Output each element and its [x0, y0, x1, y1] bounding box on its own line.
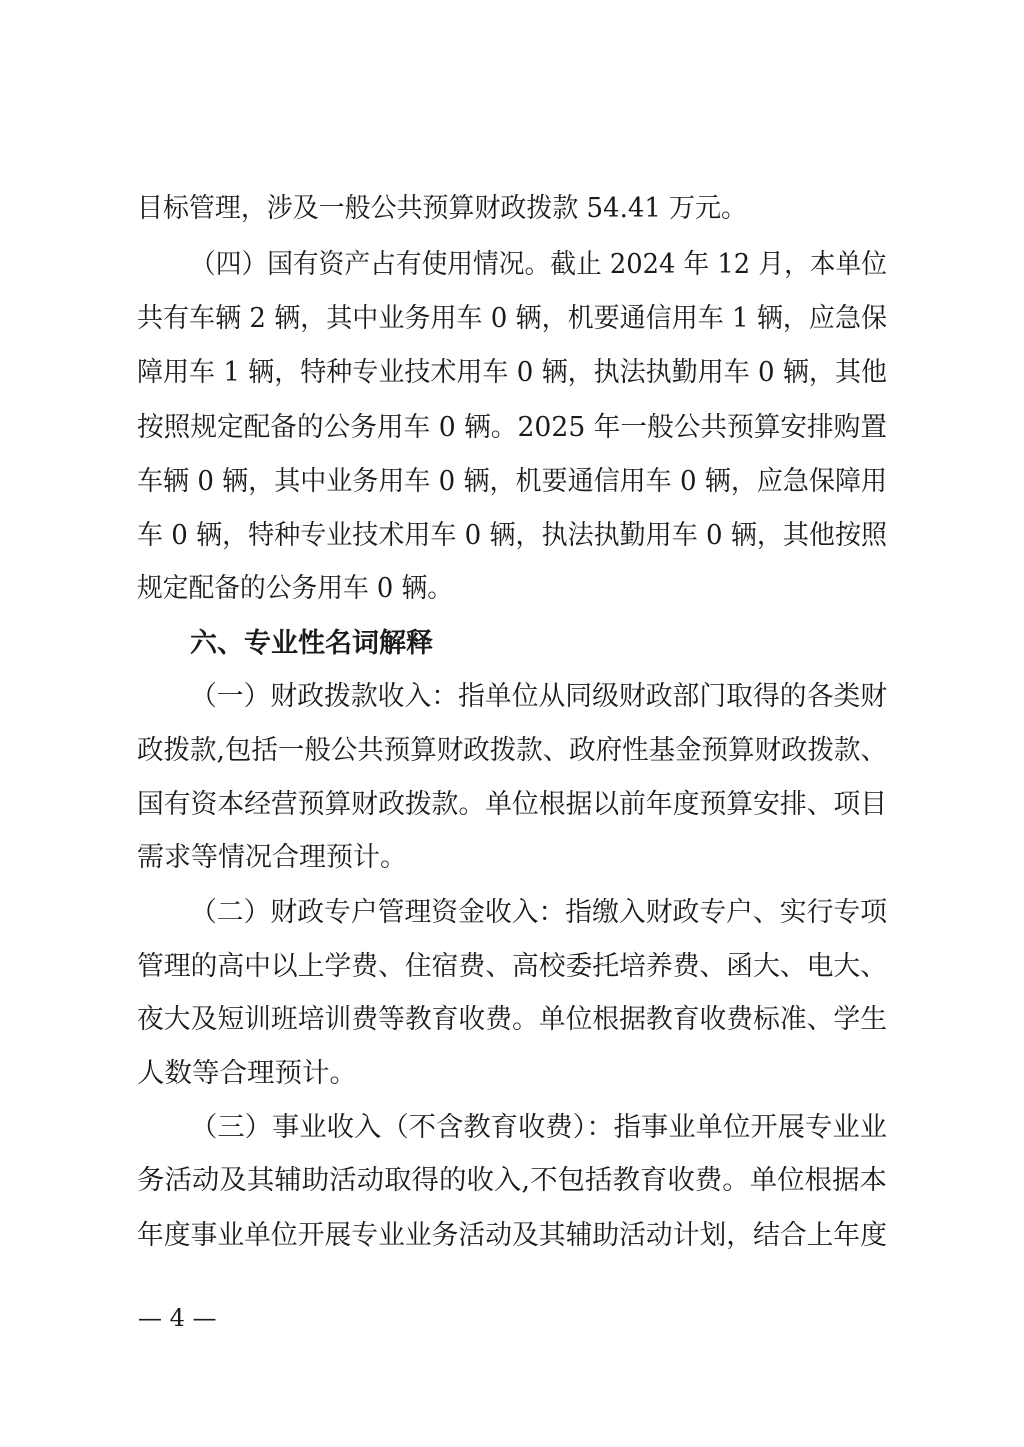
line-text: 共有车辆 2 辆，其中业务用车 0 辆，机要通信用车 1 辆，应急保 [137, 303, 887, 334]
line-text: 规定配备的公务用车 0 辆。 [137, 573, 453, 604]
line-text: 按照规定配备的公务用车 0 辆。2025 年一般公共预算安排购置 [137, 412, 887, 443]
heading-text: 六、专业性名词解释 [190, 628, 433, 659]
line-text: 车 0 辆，特种专业技术用车 0 辆，执法执勤用车 0 辆，其他按照 [137, 520, 887, 551]
text-line [0, 462, 1024, 502]
line-text: 需求等情况合理预计。 [137, 842, 407, 873]
text-line [0, 1161, 1024, 1201]
text-line [0, 189, 1024, 229]
text-line [0, 245, 1024, 285]
line-text: 政拨款,包括一般公共预算财政拨款、政府性基金预算财政拨款、 [137, 735, 887, 766]
text-line [0, 569, 1024, 609]
text-line [0, 677, 1024, 717]
text-line [0, 353, 1024, 393]
section-heading [0, 624, 1024, 664]
text-line [0, 838, 1024, 878]
text-line [0, 516, 1024, 556]
text-line [0, 893, 1024, 933]
page-number: — 4 — [138, 1304, 217, 1332]
line-text: 务活动及其辅助活动取得的收入,不包括教育收费。单位根据本 [137, 1165, 888, 1196]
line-text: 目标管理，涉及一般公共预算财政拨款 54.41 万元。 [137, 193, 747, 224]
line-text: 夜大及短训班培训费等教育收费。单位根据教育收费标准、学生 [137, 1004, 887, 1035]
text-line [0, 785, 1024, 825]
line-text: （二）财政专户管理资金收入：指缴入财政专户、实行专项 [190, 897, 887, 928]
line-text: 障用车 1 辆，特种专业技术用车 0 辆，执法执勤用车 0 辆，其他 [137, 357, 887, 388]
line-text: （一）财政拨款收入：指单位从同级财政部门取得的各类财 [190, 681, 887, 712]
line-text: 人数等合理预计。 [137, 1058, 357, 1089]
line-text: （三）事业收入（不含教育收费）：指事业单位开展专业业 [190, 1112, 887, 1143]
text-line [0, 1054, 1024, 1094]
text-line [0, 408, 1024, 448]
line-text: 车辆 0 辆，其中业务用车 0 辆，机要通信用车 0 辆，应急保障用 [137, 466, 887, 497]
text-line [0, 1000, 1024, 1040]
text-line [0, 1108, 1024, 1148]
line-text: 国有资本经营预算财政拨款。单位根据以前年度预算安排、项目 [137, 789, 887, 820]
text-line [0, 947, 1024, 987]
text-line [0, 1216, 1024, 1256]
line-text: （四）国有资产占有使用情况。截止 2024 年 12 月，本单位 [190, 249, 887, 280]
line-text: 管理的高中以上学费、住宿费、高校委托培养费、函大、电大、 [137, 951, 887, 982]
text-line [0, 731, 1024, 771]
line-text: 年度事业单位开展专业业务活动及其辅助活动计划，结合上年度 [137, 1220, 887, 1251]
text-line [0, 299, 1024, 339]
